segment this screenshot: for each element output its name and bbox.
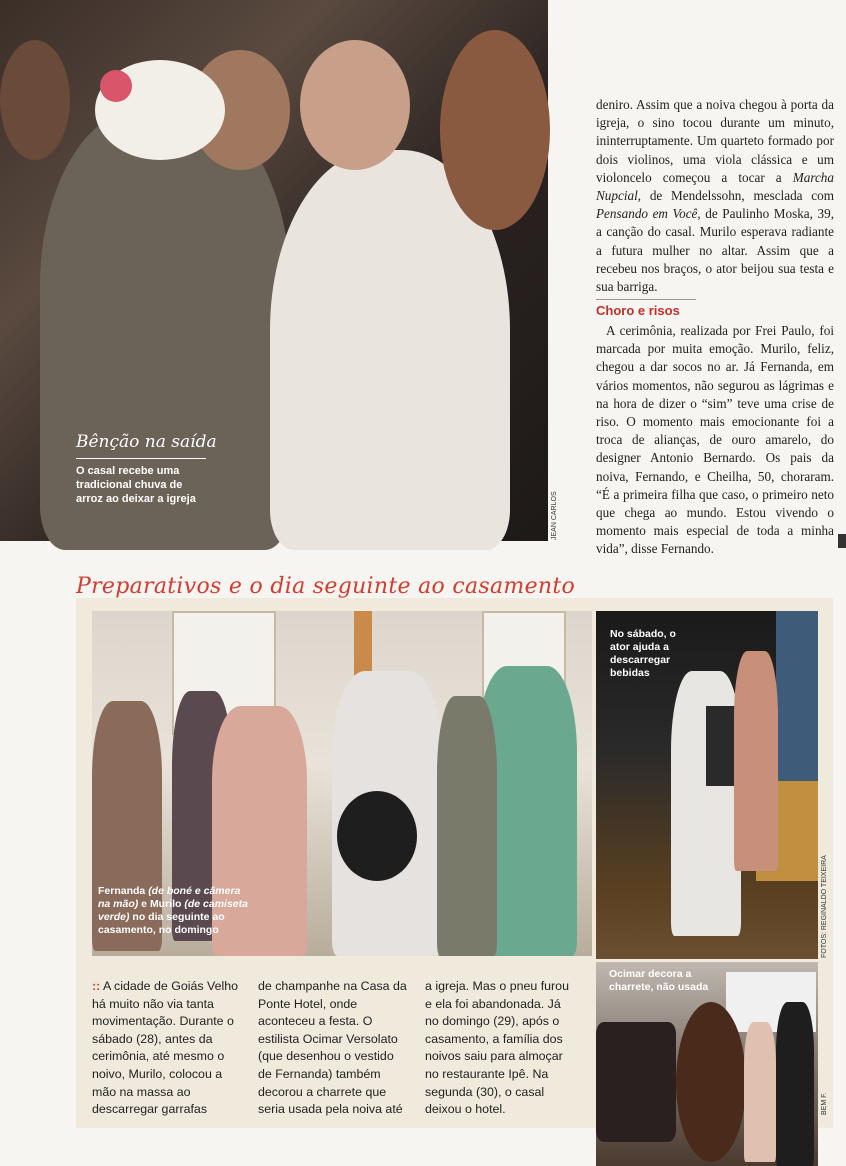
person-standing	[734, 651, 778, 871]
person-ocimar	[776, 1002, 814, 1166]
carriage	[596, 1022, 676, 1142]
caption-part: Fernanda	[98, 885, 149, 897]
box-column-3	[425, 978, 577, 1119]
paragraph-1: deniro. Assim que a noiva chegou à porta da igreja, o sino tocou durante um minuto, ininterruptamente. Um quarteto formado por dois violinos, uma viola clássica e um violoncelo começou a tocar a	[596, 97, 834, 185]
paragraph-1b: , de Mendelssohn, mesclada com	[637, 188, 834, 204]
guest-head	[0, 40, 70, 160]
horse	[676, 1002, 746, 1162]
bride-head	[300, 40, 410, 170]
box-col3-text: a igreja. Mas o pneu furou e ela foi abandonada. Já no domingo (29), após o casamento, a família dos noivos saiu para almoçar no restaurante Ipê. Na segunda (30), o casal deixou o hotel.	[425, 979, 569, 1117]
paragraph-2: A cerimônia, realizada por Frei Paulo, foi marcada por muita emoção. Murilo, feliz, chegou a dar socos no ar. Já Fernanda, em vários momentos, não segurou as lágrimas e na hora de dizer o “sim” teve uma crise de riso. O momento mais emocionante foi a troca de alianças, de ouro amarelo, do designer Antonio Bernardo. Os pais da noiva, Fernando, e Cheilha, 50, choraram. “É a primeira filha que caso, o primeiro neto que chega ao mundo. Estou vivendo o momento mais especial de toda a minha vida”, disse Fernando.	[596, 323, 834, 557]
unloading-caption: No sábado, o ator ajuda a descarregar bebidas	[610, 628, 676, 679]
caption-text: O casal recebe uma tradicional chuva de arroz ao deixar a igreja	[76, 465, 196, 505]
door-blue	[776, 611, 818, 781]
italic-title-2: Pensando em Você	[596, 206, 698, 222]
caption-part: (de camiseta verde)	[98, 898, 248, 923]
person-man-back	[437, 696, 497, 956]
caption-part: (de boné e câmera na mão)	[98, 885, 241, 910]
box-column-1	[92, 978, 244, 1119]
section-heading: Choro e risos	[596, 303, 680, 318]
bullet-icon: ::	[92, 979, 101, 993]
photo-credit: JEAN CARLOS	[551, 491, 558, 540]
bald-man-head	[440, 30, 550, 230]
caption-part: no dia seguinte ao casamento, no domingo	[98, 911, 225, 936]
page-edge-mark	[838, 534, 846, 548]
bouquet-rose	[100, 70, 132, 102]
italic-title-1: Marcha Nupcial	[596, 169, 834, 204]
box-title: Preparativos e o dia seguinte ao casamento	[76, 574, 576, 599]
person-girl	[744, 1022, 776, 1162]
paragraph-1c: , de Paulinho Moska, 39, a canção do casal. Murilo esperava radiante a futura mulher no altar. Assim que a recebeu nos braços, o ator beijou sua testa e sua barriga.	[596, 206, 834, 295]
black-bag	[337, 791, 417, 881]
photo-credit-fotos: FOTOS: REGINALDO TEIXEIRA	[821, 855, 828, 958]
caption-part: e Murilo	[138, 898, 185, 910]
wedding-exit-photo	[0, 0, 558, 541]
caption-divider	[76, 458, 206, 459]
box-column-2	[258, 978, 410, 1119]
street-photo-caption	[98, 885, 248, 937]
article-column	[596, 96, 834, 296]
caption-title: Bênção na saída	[76, 432, 217, 452]
box-col2-text: de champanhe na Casa da Ponte Hotel, onde aconteceu a festa. O estilista Ocimar Versolato (que desenhou o vestido de Fernanda) também decorou a charrete que seria usada pela noiva até	[258, 979, 407, 1117]
section-divider	[596, 299, 696, 300]
box-col1-text: A cidade de Goiás Velho há muito não via tanta movimentação. Durante o sábado (28), antes da cerimônia, até mesmo o noivo, Murilo, colocou a mão na massa ao descarregar garrafas	[92, 979, 239, 1117]
article-column-2	[596, 322, 834, 559]
carriage-caption: Ocimar decora a charrete, não usada	[609, 968, 709, 993]
photo-credit-bem: BEM F.	[821, 1092, 828, 1115]
